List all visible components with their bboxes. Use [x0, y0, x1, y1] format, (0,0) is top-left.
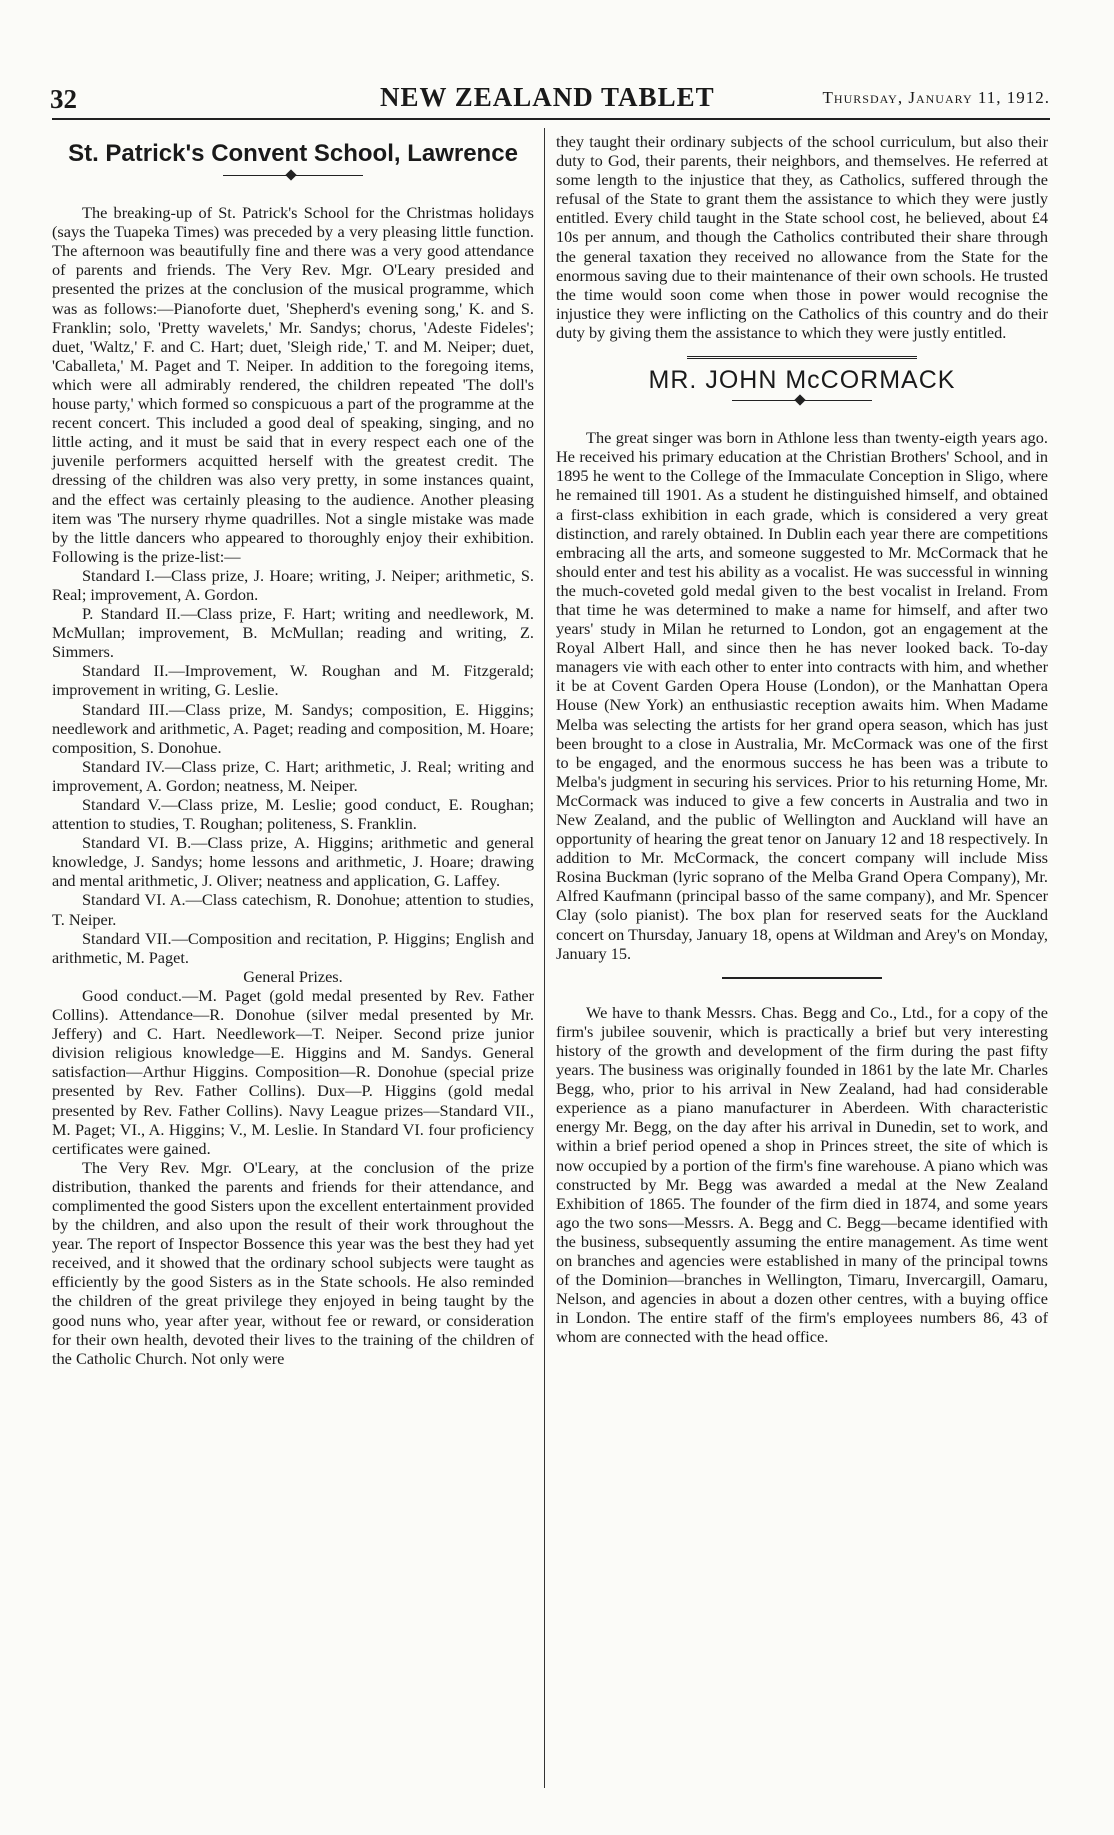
continued-paragraph: they taught their ordinary subjects of the school curriculum, but also their duty to God, their parents, their neighbors, and themselves. He referred at some length to the injustice that they, as Catholics, suffered through the refusal of the State to grant them the assistance to which they were justly entitled. Every child taught in the State school cost, he believed, about £4 10s per annum, and though the Catholics contributed their share through the general taxation they received no allowance from the State for the enormous saving due to their maintenance of their own schools. He trusted the time would soon come when those in power would recognise the injustice they were inflicting on the Catholics of this country and do their duty by giving them the assistance to which they were justly entitled. [556, 132, 1048, 342]
page-header [50, 84, 1050, 114]
page-number: 32 [50, 84, 77, 114]
paragraph: Good conduct.—M. Paget (gold medal presented by Rev. Father Collins). Attendance—R. Donohue (silver medal presented by Mr. Jeffery) and C. Hart. Needlework—T. Neiper. Second prize junior division religious knowledge—E. Higgins and M. Sandys. General satisfaction—Arthur Higgins. Composition—R. Donohue (special prize presented by Rev. Father Collins). Dux—P. Higgins (gold medal presented by Rev. Father Collins). Navy League prizes—Standard VII., M. Paget; VI., A. Higgins; V., M. Leslie. In Standard VI. four proficiency certificates were gained. [52, 985, 534, 1158]
paragraph: We have to thank Messrs. Chas. Begg and Co., Ltd., for a copy of the firm's jubilee souvenir, which is practically a brief but very interesting history of the growth and development of the firm during the past fifty years. The business was originally founded in 1861 by the late Mr. Charles Begg, who, prior to his arrival in New Zealand, had had considerable experience as a piano manufacturer in Aberdeen. With characteristic energy Mr. Begg, on the day after his arrival in Dunedin, set to work, and within a brief period opened a shop in Princes street, the site of which is now occupied by a portion of the firm's fine warehouse. A piano which was constructed by Mr. Begg was awarded a medal at the New Zealand Exhibition of 1865. The founder of the firm died in 1874, and some years ago the two sons—Messrs. A. Begg and C. Begg—became identified with the business, subsequently assuming the entire management. As time went on branches and agencies were established in many of the principal towns of the Dominion—branches in Wellington, Timaru, Invercargill, Oamaru, Nelson, and agencies in about a dozen other centres, with a buying office in London. The entire staff of the firm's employees numbers 86, 43 of whom are connected with the head office. [556, 1002, 1048, 1347]
prize-standard-4: Standard IV.—Class prize, C. Hart; arithmetic, J. Real; writing and improvement, A. Gordon; neatness, M. Neiper. [52, 756, 534, 795]
prize-standard-2: Standard II.—Improvement, W. Roughan and M. Fitzgerald; improvement in writing, G. Leslie. [52, 661, 534, 700]
issue-date: Thursday, January 11, 1912. [822, 88, 1050, 107]
column-divider [544, 128, 545, 1788]
prize-p-standard-2: P. Standard II.—Class prize, F. Hart; writing and needlework, M. McMullan; improvement, B. McMullan; reading and writing, Z. Simmers. [52, 604, 534, 662]
article-title-convent-school: St. Patrick's Convent School, Lawrence [68, 140, 518, 167]
header-rule [52, 118, 1050, 120]
section-rule [722, 977, 882, 979]
paragraph: The breaking-up of St. Patrick's School for the Christmas holidays (says the Tuapeka Times) was preceded by a very pleasing little function. The afternoon was beautifully fine and there was a very good attendance of parents and friends. The Very Rev. Mgr. O'Leary presided and presented the prizes at the conclusion of the musical programme, which was as follows:—Pianoforte duet, 'Shepherd's evening song,' K. and S. Franklin; solo, 'Pretty wavelets,' Mr. Sandys; chorus, 'Adeste Fideles'; duet, 'Waltz,' F. and C. Hart; duet, 'Sleigh ride,' T. and M. Neiper; duet, 'Caballeta,' M. Paget and T. Neiper. In addition to the foregoing items, which were all admirably rendered, the children repeated 'The doll's house party,' which formed so conspicuous a part of the programme at the recent concert. This included a good deal of speaking, singing, and no little acting, and it must be said that in every respect each one of the juvenile performers acquitted herself with the greatest credit. The dressing of the children was also very pretty, in some instances quaint, and the effect was certainly pleasing to the audience. Another pleasing item was 'The nursery rhyme quadrilles. Not a single mistake was made by the little dancers who appeared to thoroughly enjoy their exhibition. Following is the prize-list:— [52, 203, 534, 566]
prize-standard-6a: Standard VI. A.—Class catechism, R. Donohue; attention to studies, T. Neiper. [52, 890, 534, 929]
paragraph: The great singer was born in Athlone less than twenty-eigth years ago. He received his primary education at the Christian Brothers' School, and in 1895 he went to the College of the Immaculate Conception in Sligo, where he remained till 1901. As a student he distinguished himself, and obtained a first-class exhibition in each grade, which is considered a very great distinction, and rarely obtained. In Dublin each year there are competitions embracing all the arts, and someone suggested to Mr. McCormack that he should enter and test his ability as a vocalist. He was successful in winning the much-coveted gold medal given to the best vocalist in Ireland. From that time he was determined to make a name for himself, and after two years' study in Milan he returned to London, got an engagement at the Royal Albert Hall, and since then he has never looked back. To-day managers vie with each other to enter into contracts with him, and whether it be at Covent Garden Opera House (London), or the Manhattan Opera House (New York) an enthusiastic reception awaits him. When Madame Melba was selecting the artists for her grand opera season, which has just been brought to a close in Australia, Mr. McCormack was one of the first to be engaged, and the enormous success he has been was a tribute to Melba's judgment in securing his services. Prior to his returning Home, Mr. McCormack was induced to give a few concerts in Australia and two in New Zealand, and the public of Wellington and Auckland will have an opportunity of hearing the great tenor on January 12 and 18 respectively. In addition to Mr. McCormack, the concert company will include Miss Rosina Buckman (lyric soprano of the Melba Grand Opera Company), Mr. Alfred Kaufmann (principal basso of the same company), and Mr. Spencer Clay (solo pianist). The box plan for reserved seats for the Auckland concert on Thursday, January 18, opens at Wildman and Arey's on Monday, January 15. [556, 428, 1048, 963]
prize-standard-1: Standard I.—Class prize, J. Hoare; writing, J. Neiper; arithmetic, S. Real; improvement, A. Gordon. [52, 565, 534, 604]
prize-standard-3: Standard III.—Class prize, M. Sandys; composition, E. Higgins; needlework and arithmetic, A. Paget; reading and composition, M. Hoare; composition, S. Donohue. [52, 699, 534, 757]
article-title-mccormack: MR. JOHN McCORMACK [648, 366, 956, 395]
section-rule [687, 356, 917, 359]
right-column [556, 132, 1048, 1346]
title-ornament [732, 394, 872, 408]
prize-standard-7: Standard VII.—Composition and recitation, P. Higgins; English and arithmetic, M. Paget. [52, 928, 534, 967]
masthead: NEW ZEALAND TABLET [380, 82, 715, 112]
general-prizes-heading: General Prizes. [243, 966, 343, 986]
prize-standard-5: Standard V.—Class prize, M. Leslie; good conduct, E. Roughan; attention to studies, T. Roughan; politeness, S. Franklin. [52, 795, 534, 834]
left-column [52, 132, 534, 1368]
title-ornament [223, 169, 363, 183]
prize-standard-6b: Standard VI. B.—Class prize, A. Higgins; arithmetic and general knowledge, J. Sandys; home lessons and arithmetic, J. Hoare; drawing and mental arithmetic, J. Oliver; neatness and application, G. Laffey. [52, 833, 534, 891]
paragraph: The Very Rev. Mgr. O'Leary, at the conclusion of the prize distribution, thanked the parents and friends for their attendance, and complimented the good Sisters upon the excellent entertainment provided by the children, and also upon the result of their work throughout the year. The report of Inspector Bossence this year was the best they had yet received, and it showed that the ordinary school subjects were taught as efficiently by the good Sisters as in the State schools. He also reminded the children of the great privilege they enjoyed in being taught by the good nuns who, year after year, without fee or reward, or consideration for their own health, devoted their lives to the training of the children of the Catholic Church. Not only were [52, 1157, 534, 1368]
